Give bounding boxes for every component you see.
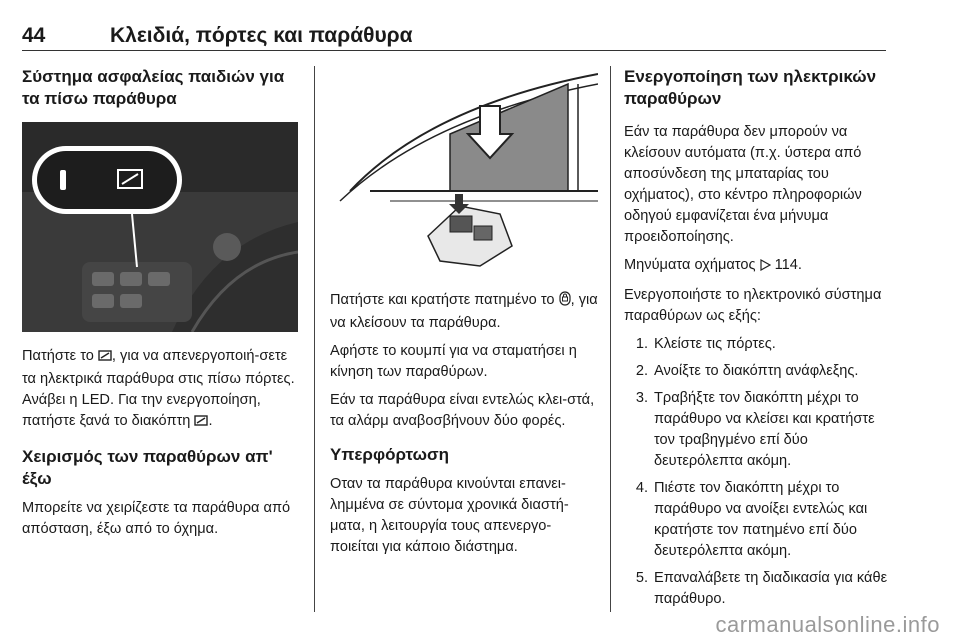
child-lock-window-icon (98, 348, 112, 369)
column-divider-2 (610, 66, 611, 612)
column-3 (624, 66, 890, 616)
column-2 (330, 66, 598, 565)
paragraph-overload: Οταν τα παράθυρα κινούνται επανει-λημμένα σε σύντομα χρονικά διαστή-ματα, η λειτουργία τους απενεργο-ποιείται για κάποιο διάστημα. (330, 476, 569, 555)
paragraph-activation-steps-intro: Ενεργοποιήστε το ηλεκτρονικό σύστημα παραθύρων ως εξής: (624, 287, 882, 324)
paragraph-alarm-flash: Εάν τα παράθυρα είναι εντελώς κλει-στά, τα αλάρμ αναβοσβήνουν δύο φορές. (330, 392, 595, 429)
paragraph-vehicle-messages: Μηνύματα οχήματος 114. (624, 255, 890, 278)
section-heading-overload: Υπερφόρτωση (330, 445, 450, 464)
list-item: 5. Επαναλάβετε τη διαδικασία για κάθε παράθυρο. (635, 570, 888, 607)
paragraph-release-button: Αφήστε το κουμπί για να σταματήσει η κίνηση των παραθύρων. (330, 343, 577, 380)
list-item: 2. Ανοίξτε το διακόπτη ανάφλεξης. (635, 363, 859, 379)
section-heading-remote-operation: Χειρισμός των παραθύρων απ' έξω (22, 447, 273, 488)
figure-child-lock-switch (22, 122, 298, 332)
page-number: 44 (22, 24, 46, 47)
section-heading-activation: Ενεργοποίηση των ηλεκτρικών παραθύρων (624, 67, 877, 108)
lock-button-icon (559, 291, 571, 313)
paragraph-remote-operation: Μπορείτε να χειρίζεστε τα παράθυρα από απόσταση, έξω από το όχημα. (22, 500, 291, 537)
activation-steps-list (624, 334, 890, 610)
section-heading-child-lock: Σύστημα ασφαλείας παιδιών για τα πίσω παράθυρα (22, 67, 285, 108)
column-divider-1 (314, 66, 315, 612)
figure-remote-key-window (330, 66, 598, 276)
paragraph-activation-intro: Εάν τα παράθυρα δεν μπορούν να κλείσουν αυτόματα (π.χ. ύστερα από αποσύνδεση της μπαταρίας του οχήματος), στο κέντρο πληροφοριών οδηγού εμφανίζεται ένα μήνυμα προειδοποίησης. (624, 124, 862, 245)
page-reference-icon (760, 257, 771, 278)
paragraph-press-close: Πατήστε και κρατήστε πατημένο το , για να κλείσουν τα παράθυρα. (330, 292, 598, 331)
page-header (22, 8, 886, 48)
running-title: Κλειδιά, πόρτες και παράθυρα (110, 24, 413, 47)
paragraph-child-lock: Πατήστε το , για να απενεργοποιή-σετε τα ηλεκτρικά παράθυρα στις πίσω πόρτες. Ανάβει η LED. Για την ενεργοποίηση, πατήστε ξανά το διακόπτη . (22, 346, 300, 434)
list-item: 1. Κλείστε τις πόρτες. (635, 336, 776, 352)
column-1 (22, 66, 300, 547)
child-lock-window-icon (194, 413, 208, 434)
header-rule (22, 50, 886, 51)
watermark: carmanualsonline.info (715, 612, 940, 637)
list-item: 3. Τραβήξτε τον διακόπτη μέχρι το παράθυρο να κλείσει και κρατήστε τον τραβηγμένο επί δύο δευτερόλεπτα ακόμη. (635, 390, 875, 469)
list-item: 4. Πιέστε τον διακόπτη μέχρι το παράθυρο να ανοίξει εντελώς και κρατήστε τον πατημένο επί δύο δευτερόλεπτα ακόμη. (635, 480, 868, 559)
